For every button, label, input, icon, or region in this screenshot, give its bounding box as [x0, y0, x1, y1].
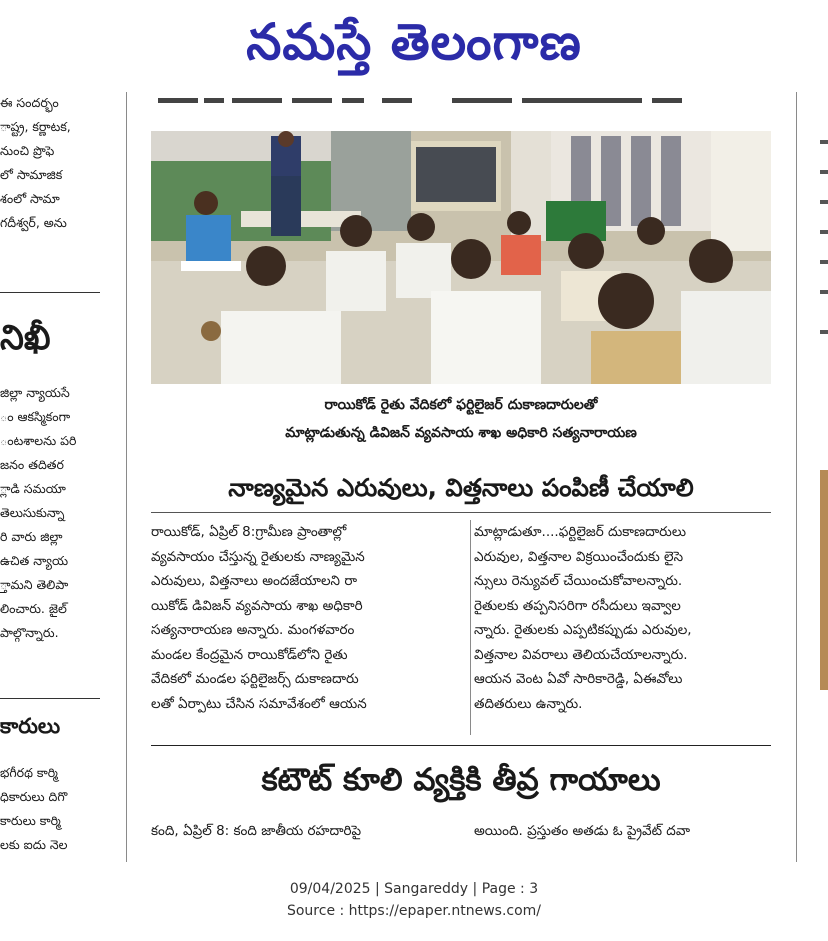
- left-column-line: లించారు. జైల్: [0, 601, 67, 616]
- article-line: రైతులకు తప్పనిసరిగా రసీదులు ఇవ్వాల: [474, 597, 681, 614]
- left-column-line: పాల్గొన్నారు.: [0, 625, 59, 640]
- left-column-line: నుంచి ప్రొఫె: [0, 143, 55, 158]
- photo-caption-line: రాయికోడ్ రైతు వేదికలో ఫర్టిలైజర్ దుకాణదారులతో: [324, 397, 598, 413]
- article-line: యికోడ్ డివిజన్ వ్యవసాయ శాఖ అధికారి: [151, 597, 363, 614]
- footer-source-link[interactable]: Source : https://epaper.ntnews.com/: [286, 903, 542, 919]
- left-column-line: తెలుసుకున్నా: [0, 505, 65, 520]
- article-line: రాయికోడ్, ఏప్రిల్ 8:గ్రామీణ ప్రాంతాల్లో: [151, 524, 347, 540]
- left-column-line: ంటశాలను పరి: [0, 433, 77, 448]
- article-headline: కటౌట్ కూలి వ్యక్తికి తీవ్ర గాయాలు: [261, 762, 661, 798]
- masthead: [0, 0, 828, 100]
- left-column-line: లకు ఐదు నెల: [0, 837, 68, 852]
- left-column-line: జనం తదితర: [0, 457, 64, 472]
- left-column-line: భగీరథ కార్మి: [0, 765, 58, 780]
- article-column-right: [474, 520, 774, 716]
- left-column-line: జిల్లా న్యాయసే: [0, 385, 70, 400]
- column-divider: [0, 698, 100, 699]
- left-column-line: ధికారులు దిగొ: [0, 789, 68, 804]
- left-column-line: ం ఆకస్మికంగా: [0, 409, 71, 424]
- article-line: తదితరులు ఉన్నారు.: [474, 695, 583, 712]
- left-column-line: రి వారు జిల్లా: [0, 529, 63, 544]
- headline-rule: [151, 512, 771, 513]
- column-separator: [470, 520, 471, 735]
- article-line: కంది, ఏప్రిల్ 8: కంది జాతీయ రహదారిపై: [151, 823, 362, 839]
- article-column-right: [474, 820, 774, 860]
- left-column-line: ్లాడి సమయా: [0, 481, 66, 496]
- article-line: న్నారు. రైతులకు ఎప్పటికప్పుడు ఎరువుల,: [474, 622, 692, 638]
- article-line: లతో ఏర్పాటు చేసిన సమావేశంలో ఆయన: [151, 695, 367, 712]
- column-separator: [796, 92, 797, 862]
- left-column-line: ాష్ట్ర, కర్ణాటక,: [0, 119, 71, 134]
- footer-edition-line: 09/04/2025 | Sangareddy | Page : 3: [289, 881, 539, 897]
- left-column-line: ్తామని తెలిపా: [0, 577, 69, 592]
- left-column-line: గదీశ్వర్, అను: [0, 215, 67, 230]
- left-column-line: ఈ సందర్భం: [0, 95, 59, 110]
- column-divider: [0, 292, 100, 293]
- left-column-line: లో సామాజిక: [0, 167, 63, 182]
- column-separator: [126, 92, 127, 862]
- news-photo: [151, 131, 771, 384]
- left-column-line: ఉచిత న్యాయ: [0, 553, 69, 568]
- article-line: సత్యనారాయణ అన్నారు. మంగళవారం: [151, 622, 355, 638]
- photo-caption-line: మాట్లాడుతున్న డివిజన్ వ్యవసాయ శాఖ అధికారి సత్యనారాయణ: [285, 425, 637, 441]
- meeting-photo-illustration: [151, 131, 771, 384]
- left-column-headline: నిఖీ: [0, 318, 51, 358]
- article-column-left: [151, 520, 466, 716]
- masthead-title: నమస్తే తెలంగాణ: [246, 13, 582, 71]
- article-line: వ్యవసాయం చేస్తున్న రైతులకు నాణ్యమైన: [151, 548, 365, 565]
- article-line: విత్తనాల వివరాలు తెలియచేయాలన్నారు.: [474, 646, 688, 663]
- article-line: మాట్లాడుతూ....ఫర్టిలైజర్ దుకాణదారులు: [474, 524, 687, 540]
- article-column-left: [151, 820, 466, 860]
- article-line: ఆయన వెంట ఏవో సారికారెడ్డి, ఏఈవోలు: [474, 671, 683, 687]
- article-line: న్సులు రెన్యువల్ చేయించుకోవాలన్నారు.: [474, 573, 683, 589]
- right-neighbour-strip: [818, 130, 828, 690]
- article-line: అయింది. ప్రస్తుతం అతడు ఓ ప్రైవేట్ దవా: [474, 823, 690, 839]
- article-headline: నాణ్యమైన ఎరువులు, విత్తనాలు పంపిణీ చేయాలి: [228, 473, 694, 502]
- article-line: మండల కేంద్రమైన రాయికోడ్‌లోని రైతు: [151, 646, 348, 663]
- left-column: [0, 92, 100, 862]
- article-line: ఎరువులు, విత్తనాలు అందజేయాలని రా: [151, 573, 357, 589]
- left-column-line: శంలో సామా: [0, 191, 60, 206]
- cropped-text-strip: [152, 92, 770, 118]
- left-column-subheadline: కారులు: [0, 714, 61, 738]
- article-line: వేదికలో మండల ఫర్టిలైజర్స్ దుకాణదారు: [151, 671, 359, 687]
- left-column-line: కారులు కార్మి: [0, 813, 61, 828]
- article-line: ఎరువుల, విత్తనాల విక్రయించేందుకు లైసె: [474, 548, 684, 565]
- cropped-text-fragments: [152, 92, 770, 118]
- right-neighbour-fragments: [818, 130, 828, 690]
- article-divider: [151, 745, 771, 746]
